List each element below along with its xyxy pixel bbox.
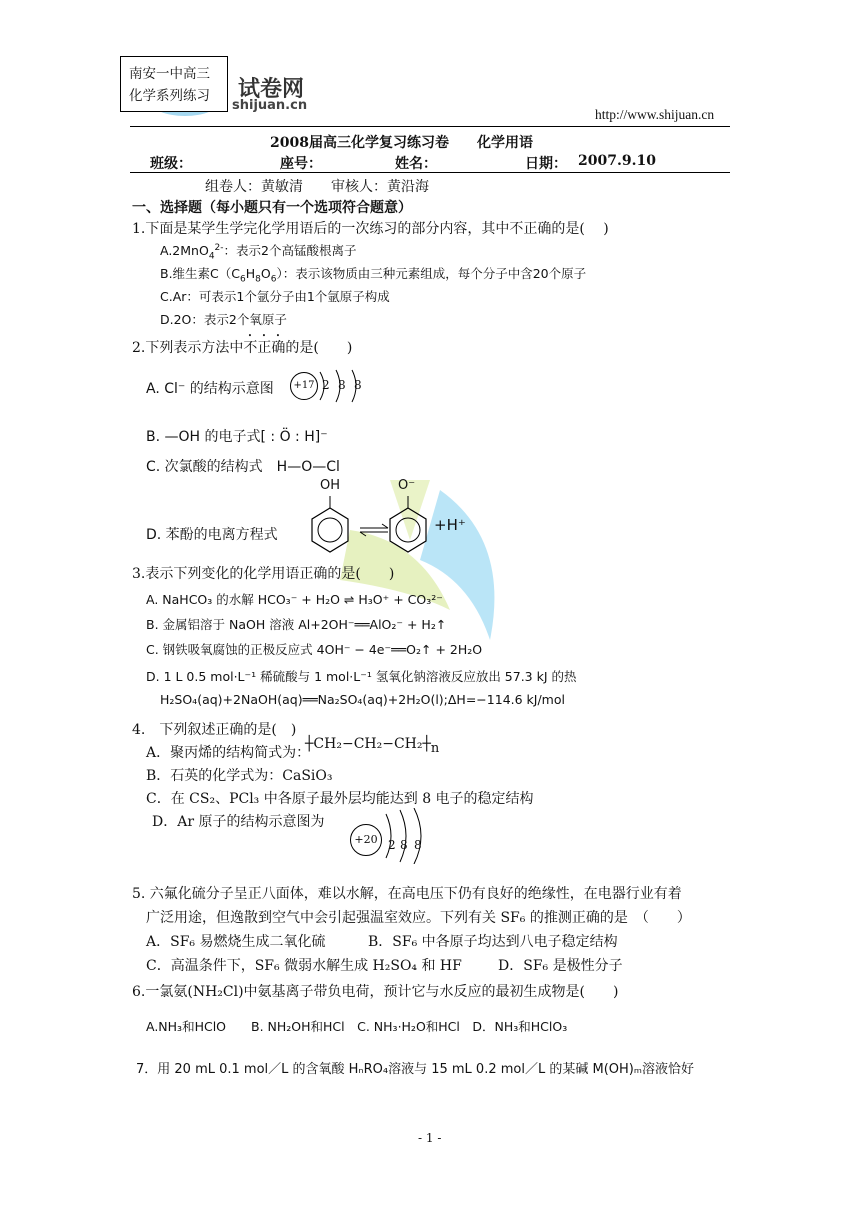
title-main: 2008届高三化学复习练习卷 bbox=[270, 135, 449, 151]
q5-line1: 5. 六氟化硫分子呈正八面体，难以水解，在高电压下仍有良好的绝缘性，在电器行业有着 bbox=[132, 886, 682, 902]
phenol-oh-label: OH bbox=[320, 478, 341, 493]
q4-stem: 4. 下列叙述正确的是( ) bbox=[132, 722, 297, 738]
date-label: 日期： bbox=[525, 156, 567, 172]
shell-3: 8 bbox=[354, 378, 362, 392]
shell-arcs bbox=[380, 808, 430, 864]
q1-stem: 1.下面是某学生学完化学用语后的一次练习的部分内容，其中不正确的是( ) bbox=[132, 221, 609, 237]
school-box bbox=[120, 56, 228, 112]
q2-option-c: C. 次氯酸的结构式 H—O—Cl bbox=[146, 459, 340, 475]
shell-1: 2 bbox=[322, 378, 330, 392]
name-label: 姓名： bbox=[395, 156, 437, 172]
school-box-line1: 南安一中高三 bbox=[129, 66, 210, 82]
q4-option-b: B．石英的化学式为：CaSiO₃ bbox=[146, 768, 333, 784]
phenoxide-o-label: O⁻ bbox=[398, 478, 416, 493]
nucleus-circle: +17 bbox=[290, 372, 318, 400]
q2-option-b: B. —OH 的电子式[ : Ö : H]⁻ bbox=[146, 429, 328, 445]
q6-stem: 6.一氯氨(NH₂Cl)中氨基离子带负电荷，预计它与水反应的最初生成物是( ) bbox=[132, 984, 619, 1000]
q3-stem: 3.表示下列变化的化学用语正确的是( ) bbox=[132, 566, 395, 582]
q5-line2: 广泛用途，但逸散到空气中会引起强温室效应。下列有关 SF₆ 的推测正确的是 （ ） bbox=[146, 910, 691, 926]
authors: 组卷人：黄敏清 审核人：黄沿海 bbox=[205, 179, 429, 195]
q6-options: A.NH₃和HClO B. NH₂OH和HCl C. NH₃·H₂O和HCl D．NH₃和HClO₃ bbox=[146, 1019, 568, 1034]
q2-option-d: D. 苯酚的电离方程式 bbox=[146, 527, 278, 543]
seat-label: 座号： bbox=[280, 156, 322, 172]
q3-option-b: B. 金属铝溶于 NaOH 溶液 Al+2OH⁻══AlO₂⁻ + H₂↑ bbox=[146, 617, 447, 632]
q1-option-d: D.2O：表示2个氧原子 bbox=[160, 312, 287, 327]
shell-3: 8 bbox=[414, 838, 422, 852]
shell-1: 2 bbox=[388, 838, 396, 852]
nucleus-circle: +20 bbox=[350, 824, 382, 856]
header-url: http://www.shijuan.cn bbox=[595, 107, 715, 122]
q2-atom-diagram bbox=[290, 368, 370, 404]
date-value: 2007.9.10 bbox=[578, 153, 656, 169]
q3-option-a: A. NaHCO₃ 的水解 HCO₃⁻ + H₂O ⇌ H₃O⁺ + CO₃²⁻ bbox=[146, 592, 443, 607]
q1-option-c: C.Ar：可表示1个氩分子由1个氩原子构成 bbox=[160, 289, 390, 304]
page-title bbox=[270, 132, 533, 152]
shell-2: 8 bbox=[338, 378, 346, 392]
phenol-diagram bbox=[300, 478, 500, 558]
q5-option-c: C．高温条件下，SF₆ 微弱水解生成 H₂SO₄ 和 HF bbox=[146, 958, 462, 974]
shell-arcs bbox=[316, 368, 370, 404]
q4-option-a: A．聚丙烯的结构简式为： bbox=[146, 745, 311, 761]
q5-option-b: B．SF₆ 中各原子均达到八电子稳定结构 bbox=[368, 934, 618, 950]
section-heading: 一、选择题（每小题只有一个选项符合题意） bbox=[132, 200, 412, 216]
q3-option-d-line1: D. 1 L 0.5 mol·L⁻¹ 稀硫酸与 1 mol·L⁻¹ 氢氧化钠溶液反应放出 57.3 kJ 的热 bbox=[146, 669, 577, 684]
logo-text: 试卷网 bbox=[238, 77, 305, 102]
q7-stem: 7．用 20 mL 0.1 mol／L 的含氧酸 HₙRO₄溶液与 15 mL 0.2 mol／L 的某碱 M(OH)ₘ溶液恰好 bbox=[136, 1062, 694, 1077]
benzene-rings bbox=[300, 492, 500, 558]
proton-label: +H⁺ bbox=[434, 516, 466, 534]
info-rule bbox=[130, 172, 730, 173]
q1-option-b: B.维生素$C(C_6H_8O_6)$：表示该物质由三种元素组成，每个分子中含20个原子 bbox=[160, 266, 587, 285]
q1-option-a: A.2MnO$_4^{2-}$：表示2个高锰酸根离子 bbox=[160, 242, 357, 262]
q5-option-a: A．SF₆ 易燃烧生成二氧化硫 bbox=[146, 934, 326, 950]
q3-option-d-line2: H₂SO₄(aq)+2NaOH(aq)══Na₂SO₄(aq)+2H₂O(l);ΔH=−114.6 kJ/mol bbox=[160, 692, 565, 707]
logo-subtext: shijuan.cn bbox=[232, 98, 308, 113]
q4-option-d: D．Ar 原子的结构示意图为 bbox=[152, 814, 325, 830]
q5-option-d: D．SF₆ 是极性分子 bbox=[498, 958, 623, 974]
shell-2: 8 bbox=[400, 838, 408, 852]
page-number: - 1 - bbox=[418, 1131, 442, 1145]
q2-stem: 2.下列表示方法中不正确的是( ) bbox=[132, 340, 353, 356]
class-label: 班级： bbox=[150, 156, 192, 172]
header-rule bbox=[130, 126, 730, 127]
q2-option-a: A. Cl⁻ 的结构示意图 bbox=[146, 381, 274, 397]
q4-polymer-formula: $┼CH_2-CH_2-CH_2┼_n$ bbox=[305, 736, 440, 756]
title-topic: 化学用语 bbox=[476, 135, 533, 151]
school-box-line2: 化学系列练习 bbox=[129, 88, 210, 104]
q4-atom-diagram bbox=[350, 808, 430, 864]
q4-option-c: C．在 CS₂、PCl₃ 中各原子最外层均能达到 8 电子的稳定结构 bbox=[146, 791, 534, 807]
q3-option-c: C. 钢铁吸氧腐蚀的正极反应式 4OH⁻ − 4e⁻══O₂↑ + 2H₂O bbox=[146, 642, 483, 657]
